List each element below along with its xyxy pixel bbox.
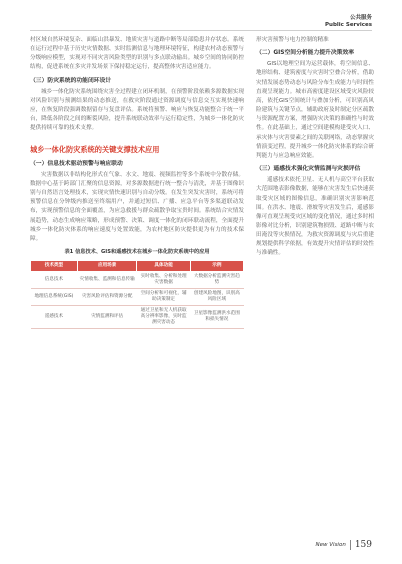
table-row (31, 289, 244, 306)
table-row (31, 306, 244, 329)
header-divider (30, 30, 372, 31)
table-header: 应用场景 (77, 261, 137, 272)
header-chinese: 公共服务 (349, 15, 372, 21)
paragraph: 城乡一体化防灾系统围绕灾害全过程建立闭环机制，在预警阶段依赖多源数据实现对风险识别与预测结果的动态推送，在救灾阶段通过资源调度与信息交互实现快速响应，在恢复阶段强调数据留存与复盘评估。系统将预警、响应与恢复功能整合于统一平台，降低各阶段之间的断裂风险，提升系统联动效率与运行稳定性，为城乡一体化防灾提供持续可靠的技术支撑。 (30, 88, 244, 132)
subheading: （二）GIS空间分析能力提升决策效率 (256, 50, 355, 57)
right-column (256, 36, 374, 259)
table-cell: 灾情收集、监测和信息传输 (77, 272, 137, 289)
table-cell: 实时收集、分析和处理灾害数据 (137, 272, 190, 289)
paragraph: 遥感技术依托卫星、无人机与高空平台获取大范围地表影像数据，能够在灾害发生后快速获取受灾区域的图像信息，准确识别灾害影响范围。在洪水、地震、滑坡等灾害发生后，遥感影像可直观呈现受灾区域的变化情况，通过多时相影像对比分析，识别建筑物损毁、道路中断与农田淹没等灾损情况，为救灾资源调度与灾后重建规划提供科学依据，有效提升灾情评估的时效性与准确性。 (256, 177, 374, 257)
subheading: （一）信息技术驱动预警与响应联动 (30, 160, 123, 167)
page-footer (316, 540, 372, 550)
table-cell: 大数据分析监测灾害趋势 (190, 272, 243, 289)
table-cell: 灾害风险评估和资源分配 (77, 289, 137, 306)
table-caption: 表1 信息技术、GIS和遥感技术在城乡一体化防灾系统中的应用 (64, 248, 210, 255)
header-english: Public Services (325, 22, 372, 28)
table-header-row (31, 261, 244, 272)
page-number: 159 (354, 540, 372, 550)
section-title: 城乡一体化防灾系统的关键支撑技术应用 (30, 144, 160, 154)
table-cell: 地理信息系统(GIS) (31, 289, 78, 306)
paragraph: 村区域自然环境复杂、面临山洪暴发、地质灾害与道路中断等局部隐患并存状态。系统在运行过程中基于历史灾情数据、实时监测信息与地理环境特征，构建农村动态预警与分级响应模型，实现对不同灾害风险类型的识别与多点联动输出。城乡空间的协同防控结构，促进系统在多灾并发场景下保持稳定运行，提高整体灾害适应能力。 (30, 37, 244, 71)
table-cell: 创建风险地图，识别高风险区域 (190, 289, 243, 306)
subheading: （三）防灾系统的功能闭环设计 (30, 77, 112, 84)
publication-label: New Vision (315, 542, 346, 548)
paragraph: 灾害数据以非结构化形式在气象、水文、地震、视频监控等多个系统中分散存储。数据中心基于跨部门汇聚的信息资源，对多源数据进行统一整合与清洗，并基于图像识别与自然语言处理技术，实现灾情快速识别与自动分级。在发生突发灾害时，系统可将预警信息在分钟级内推送至终端用户，并通过短信、广播、应急平台等多渠道联动发布，实现预警信息的全面覆盖，为应急救援与群众疏散争取宝贵时间。系统结合灾情发展趋势，动态生成响应策略，形成预警、决策、调度一体化的闭环联动流程，全面提升城乡一体化防灾体系的响应速度与处置效能，为农村地区防灾提供更为有力的技术保障。 (30, 171, 244, 242)
table-cell: 通过卫星和无人机获取高分辨率影像，实时监测灾害动态 (137, 306, 190, 329)
table-cell: 信息技术 (31, 272, 78, 289)
paragraph: 形灾害预警与电力控制的精准 (256, 37, 329, 43)
table-row (31, 272, 244, 289)
table-cell: 空间分析和可视化，辅助决策制定 (137, 289, 190, 306)
footer-divider (350, 540, 351, 550)
subheading: （三）遥感技术强化灾情监测与灾损评估 (256, 166, 361, 173)
table-cell: 灾情监测和评估 (77, 306, 137, 329)
table-header: 具体功能 (137, 261, 190, 272)
table-cell: 卫星影像监测洪水范围和损失情况 (190, 306, 243, 329)
paragraph: GIS以地理空间为运营载体，将空间信息、地形结构、建筑密度与灾害时空叠合分析，借助灾情发展态势动态与风险分布生成能力与时间性直观呈现能力。城市高密度建设区域受灾风险较高，依托GIS空间统计与叠加分析，可识别高风险建筑与关键节点，辅助政府及时制定分区疏散与资源配置方案，增强防灾决策的准确性与时效性。在此基础上，通过空间建模构建受灾人口、承灾体与灾害要素之间的关联网络，动态掌握灾情演变过程，提升城乡一体化防灾体系的综合研判能力与应急响应效能。 (256, 61, 374, 159)
table-header: 技术类型 (31, 261, 78, 272)
table-header: 示例 (190, 261, 243, 272)
tech-table (30, 260, 244, 329)
section-header (325, 15, 372, 29)
left-column (30, 36, 244, 329)
table-cell: 遥感技术 (31, 306, 78, 329)
